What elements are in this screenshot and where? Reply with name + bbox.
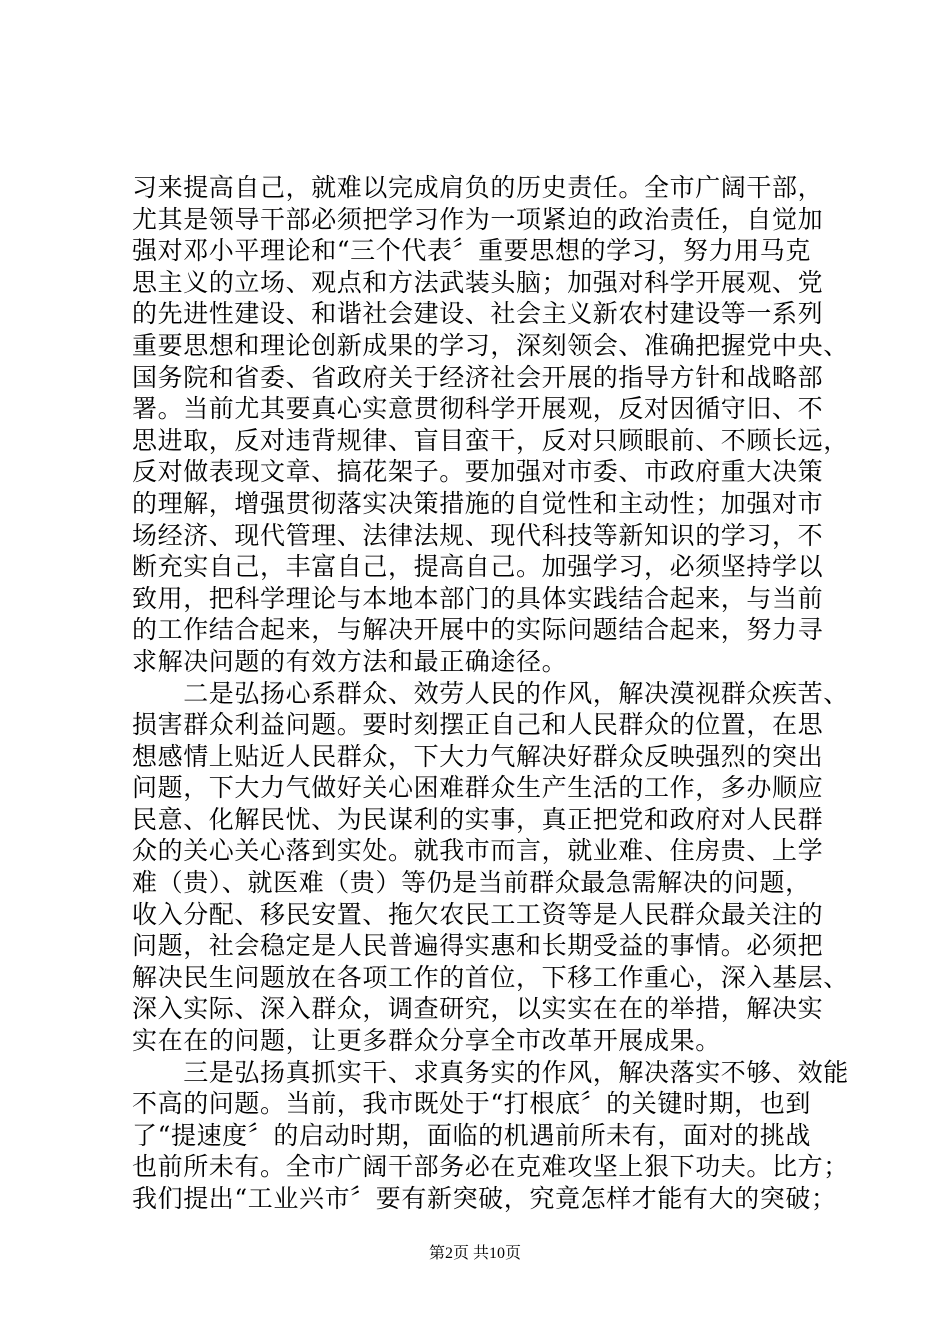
text-line: 众的关心关心落到实处。就我市而言，就业难、住房贵、上学 bbox=[132, 836, 824, 866]
text-line: 的理解，增强贯彻落实决策措施的自觉性和主动性；加强对市 bbox=[132, 488, 824, 518]
text-line: 场经济、现代管理、法律法规、现代科技等新知识的学习，不 bbox=[132, 520, 824, 550]
text-line: 难（贵）、就医难（贵）等仍是当前群众最急需解决的问题， bbox=[132, 868, 811, 898]
text-line: 民意、化解民忧、为民谋利的实事，真正把党和政府对人民群 bbox=[132, 804, 824, 834]
text-line: 二是弘扬心系群众、效劳人民的作风，解决漠视群众疾苦、 bbox=[132, 678, 849, 708]
text-line: 的工作结合起来，与解决开展中的实际问题结合起来，努力寻 bbox=[132, 615, 824, 645]
text-line: 致用，把科学理论与本地本部门的具体实践结合起来，与当前 bbox=[132, 583, 824, 613]
text-line: 断充实自己，丰富自己，提高自己。加强学习，必须坚持学以 bbox=[132, 552, 824, 582]
text-line: 实在在的问题，让更多群众分享全市改革开展成果。 bbox=[132, 1026, 721, 1056]
text-line: 想感情上贴近人民群众，下大力气解决好群众反映强烈的突出 bbox=[132, 741, 824, 771]
text-line: 我们提出“工业兴市〞要有新突破，究竟怎样才能有大的突破； bbox=[132, 1184, 837, 1213]
text-line: 损害群众利益问题。要时刻摆正自己和人民群众的位置，在思 bbox=[132, 710, 824, 740]
text-line: 反对做表现文章、搞花架子。要加强对市委、市政府重大决策 bbox=[132, 457, 824, 487]
body-text bbox=[132, 172, 849, 1215]
text-line: 三是弘扬真抓实干、求真务实的作风，解决落实不够、效能 bbox=[132, 1057, 849, 1087]
text-line: 习来提高自己，就难以完成肩负的历史责任。全市广阔干部， bbox=[132, 173, 824, 202]
text-line: 了“提速度〞的启动时期，面临的机遇前所未有，面对的挑战 bbox=[132, 1120, 811, 1150]
text-line: 深入实际、深入群众，调查研究，以实实在在的举措，解决实 bbox=[132, 994, 824, 1024]
text-line: 尤其是领导干部必须把学习作为一项紧迫的政治责任，自觉加 bbox=[132, 204, 824, 234]
text-line: 思进取，反对违背规律、盲目蛮干，反对只顾眼前、不顾长远， bbox=[132, 425, 849, 455]
text-line: 重要思想和理论创新成果的学习，深刻领会、准确把握党中央、 bbox=[132, 330, 849, 360]
text-line: 署。当前尤其要真心实意贯彻科学开展观，反对因循守旧、不 bbox=[132, 394, 824, 424]
text-line: 思主义的立场、观点和方法武装头脑；加强对科学开展观、党 bbox=[132, 267, 824, 297]
text-line: 求解决问题的有效方法和最正确途径。 bbox=[132, 646, 568, 676]
text-line: 问题，社会稳定是人民普遍得实惠和长期受益的事情。必须把 bbox=[132, 931, 824, 961]
text-line: 问题，下大力气做好关心困难群众生产生活的工作，多办顺应 bbox=[132, 773, 824, 803]
text-line: 国务院和省委、省政府关于经济社会开展的指导方针和战略部 bbox=[132, 362, 824, 392]
text-line: 也前所未有。全市广阔干部务必在克难攻坚上狠下功夫。比方； bbox=[132, 1152, 849, 1182]
text-line: 的先进性建设、和谐社会建设、社会主义新农村建设等一系列 bbox=[132, 299, 824, 329]
text-line: 不高的问题。当前，我市既处于“打根底〞的关键时期，也到 bbox=[132, 1089, 811, 1119]
text-line: 收入分配、移民安置、拖欠农民工工资等是人民群众最关注的 bbox=[132, 899, 824, 929]
text-line: 解决民生问题放在各项工作的首位，下移工作重心，深入基层、 bbox=[132, 962, 849, 992]
text-line: 强对邓小平理论和“三个代表〞重要思想的学习，努力用马克 bbox=[132, 236, 811, 266]
page-footer: 第2页 共10页 bbox=[428, 1245, 521, 1262]
